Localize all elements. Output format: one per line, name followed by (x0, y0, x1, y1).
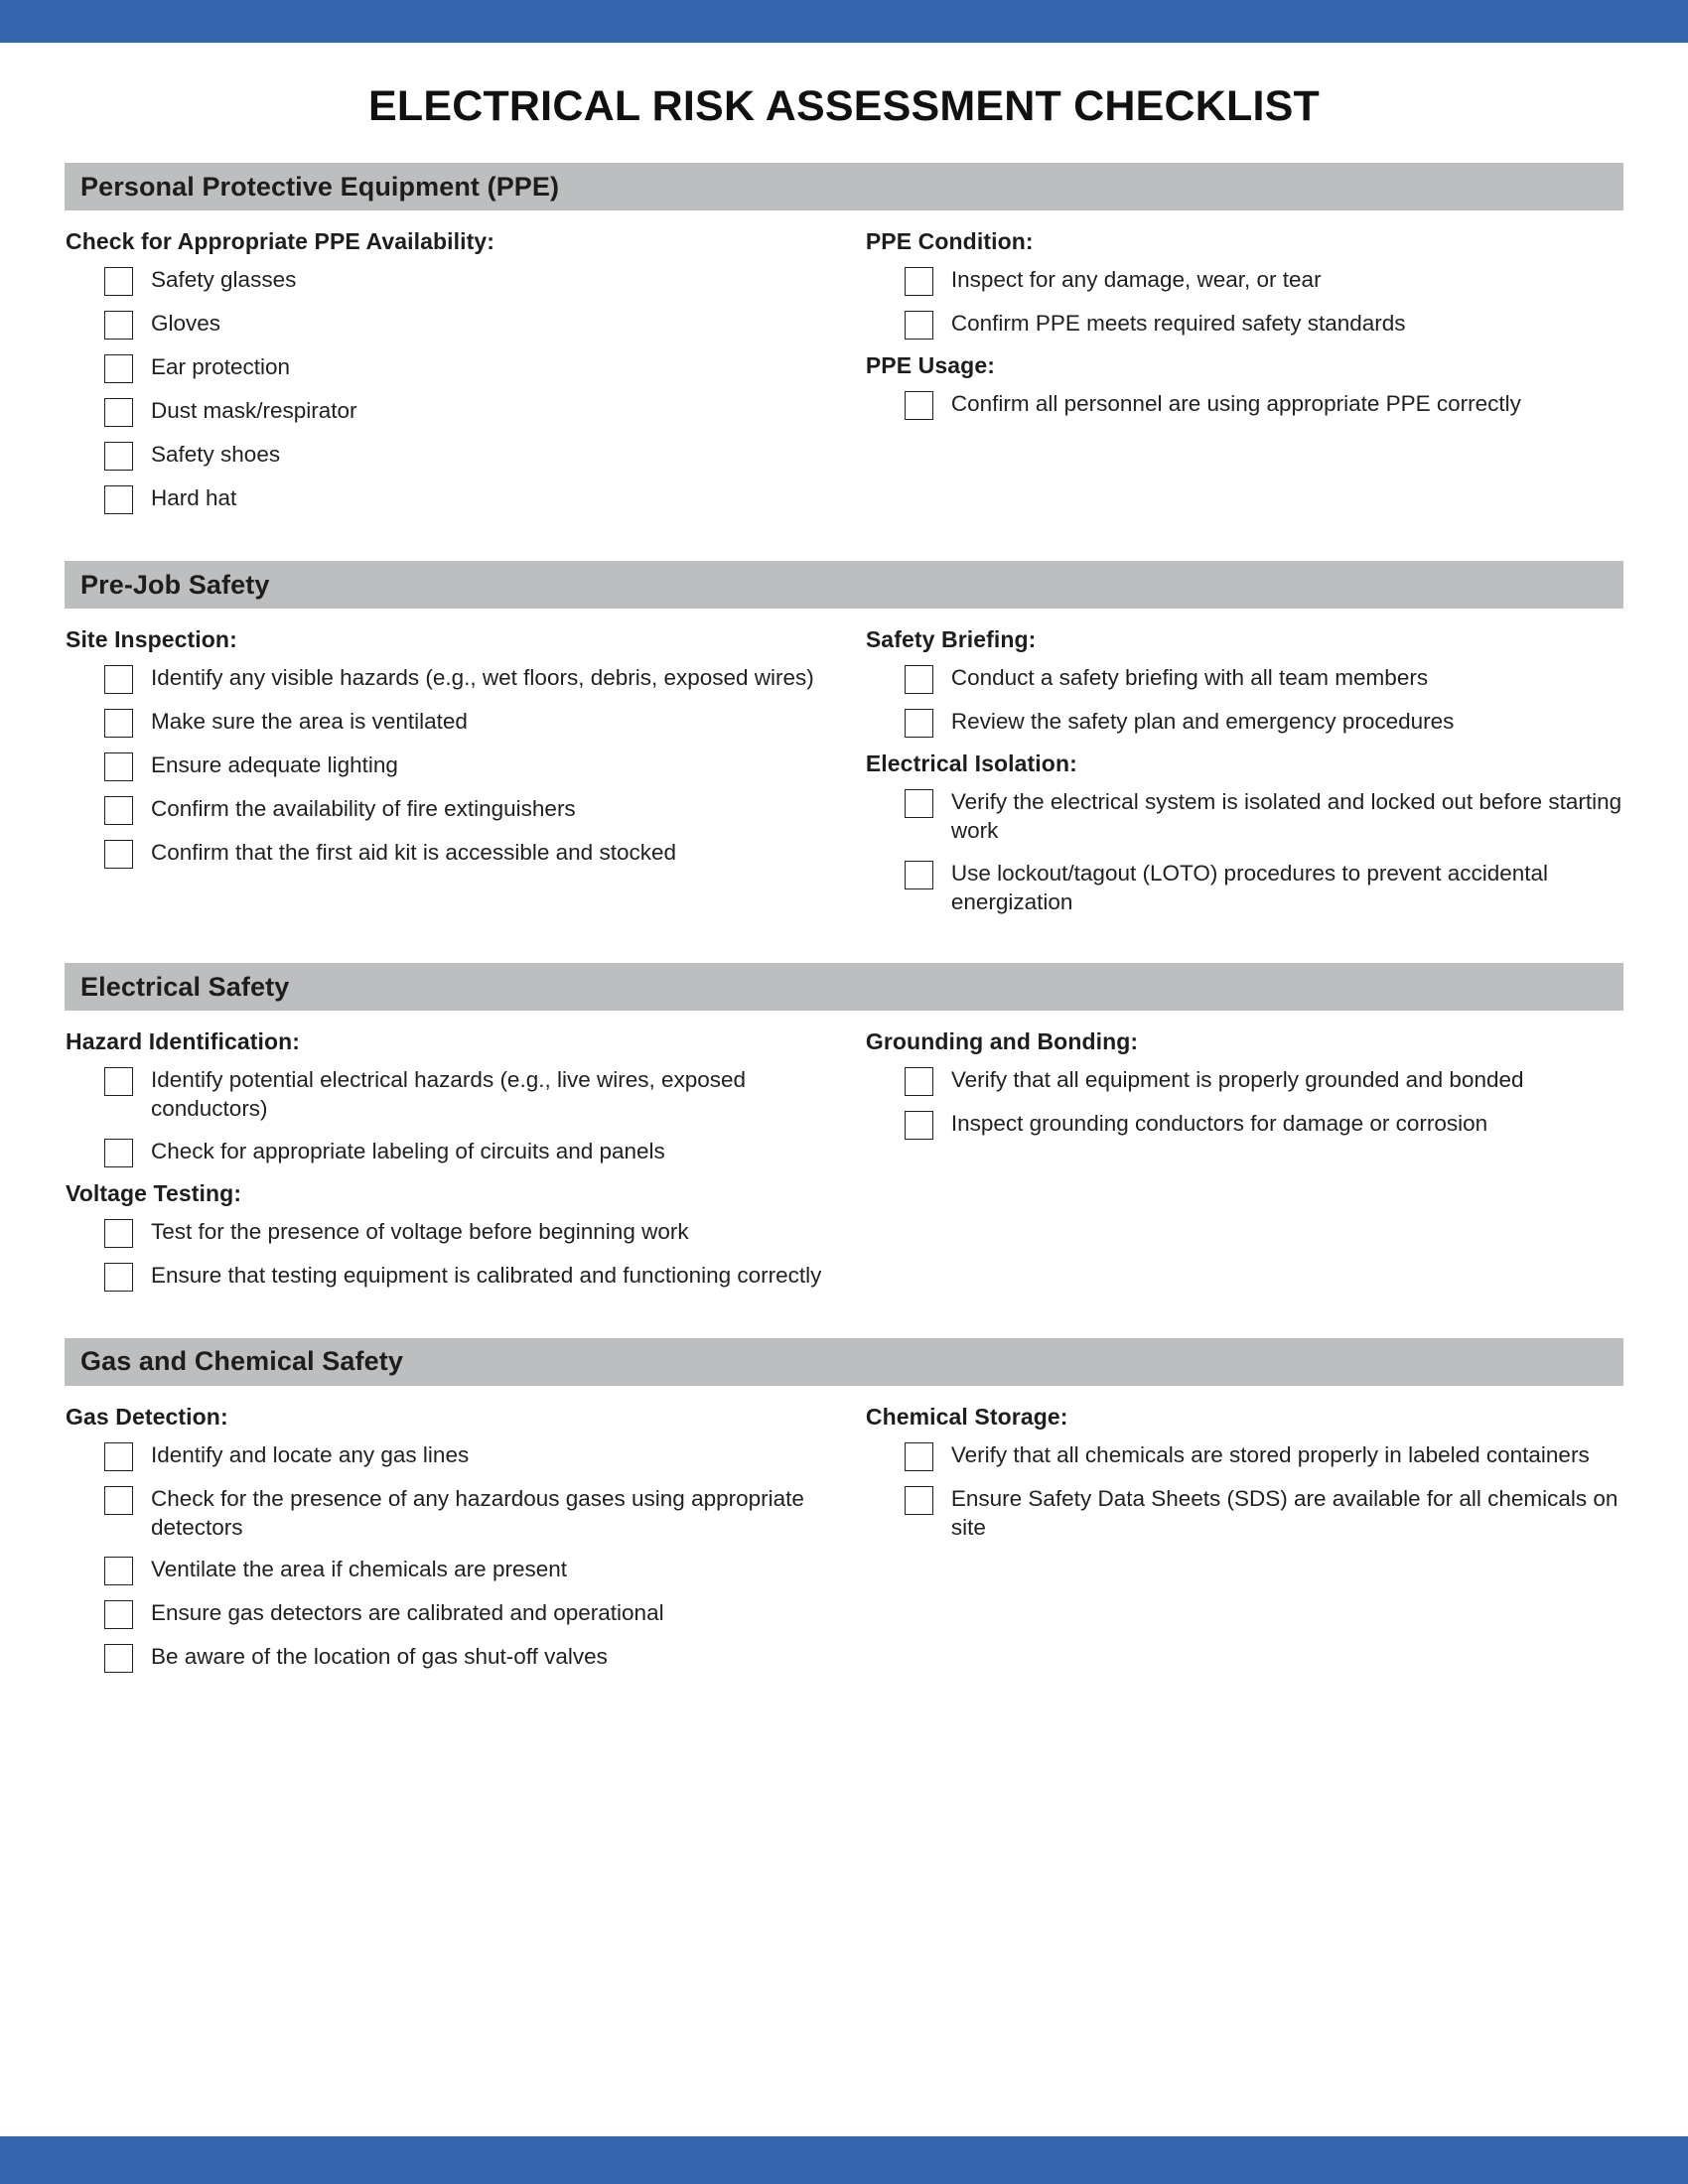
checklist-item-label: Confirm the availability of fire extinguishers (151, 796, 576, 822)
checklist-item[interactable] (866, 1440, 1638, 1471)
left-column (66, 626, 852, 929)
checklist-item-label: Inspect for any damage, wear, or tear (950, 267, 1322, 293)
group-title: PPE Usage: (865, 352, 995, 379)
checklist-item[interactable] (66, 1137, 852, 1167)
section-header-label: Personal Protective Equipment (PPE) (80, 171, 560, 202)
group-title: Chemical Storage: (865, 1403, 1068, 1430)
checklist-group (66, 228, 852, 514)
checkbox-icon[interactable] (104, 1219, 133, 1248)
document-page (0, 43, 1688, 2136)
left-column (66, 1404, 852, 1687)
checklist-item-label: Ear protection (151, 354, 291, 380)
checklist-group (866, 751, 1638, 916)
checklist-item-label: Safety shoes (151, 442, 281, 468)
checkbox-icon[interactable] (104, 267, 133, 296)
checklist-item[interactable] (66, 663, 852, 694)
checkbox-icon[interactable] (905, 1486, 933, 1515)
right-column (852, 1404, 1638, 1687)
group-title: Grounding and Bonding: (865, 1028, 1139, 1055)
checklist-item[interactable] (66, 707, 852, 738)
section-columns (0, 228, 1688, 527)
group-title: Electrical Isolation: (865, 751, 1077, 777)
checkbox-icon[interactable] (104, 1442, 133, 1471)
checkbox-icon[interactable] (104, 1139, 133, 1167)
checklist-item[interactable] (66, 309, 852, 340)
checklist-item[interactable] (866, 787, 1638, 846)
checkbox-icon[interactable] (905, 1111, 933, 1140)
checklist-item[interactable] (66, 1484, 852, 1543)
checklist-item[interactable] (66, 352, 852, 383)
checkbox-icon[interactable] (104, 752, 133, 781)
group-title: PPE Condition: (865, 228, 1034, 255)
checkbox-icon[interactable] (104, 1067, 133, 1096)
checklist-item-label: Use lockout/tagout (LOTO) procedures to prevent accidental energization (950, 860, 1549, 914)
checklist-group (866, 626, 1638, 738)
checklist-item-label: Verify that all chemicals are stored properly in labeled containers (950, 1441, 1590, 1467)
checklist-item[interactable] (66, 1598, 852, 1629)
checklist-group (66, 626, 852, 869)
checklist-group (66, 1028, 852, 1167)
section-electrical-safety (0, 963, 1688, 1304)
checkbox-icon[interactable] (104, 311, 133, 340)
section-header-label: Pre-Job Safety (80, 569, 270, 600)
checklist-item[interactable] (66, 838, 852, 869)
checklist-item-label: Ensure adequate lighting (151, 752, 398, 778)
section-header (65, 163, 1623, 210)
checklist-item[interactable] (66, 396, 852, 427)
checklist-item-label: Ventilate the area if chemicals are present (151, 1557, 567, 1582)
checklist-item[interactable] (866, 859, 1638, 917)
checkbox-icon[interactable] (104, 796, 133, 825)
checklist-item-label: Inspect grounding conductors for damage or corrosion (950, 1111, 1488, 1137)
checkbox-icon[interactable] (104, 840, 133, 869)
checklist-item[interactable] (66, 1261, 852, 1292)
checklist-item-label: Check for appropriate labeling of circuits and panels (151, 1138, 665, 1163)
checklist-item[interactable] (866, 389, 1638, 420)
left-column (66, 228, 852, 527)
group-title: Hazard Identification: (66, 1028, 301, 1055)
checklist-item[interactable] (66, 794, 852, 825)
right-column (852, 1028, 1638, 1304)
group-title: Check for Appropriate PPE Availability: (66, 228, 495, 255)
group-title: Voltage Testing: (66, 1179, 242, 1206)
checklist-item-label: Be aware of the location of gas shut-off valves (151, 1644, 608, 1670)
checklist-item[interactable] (866, 309, 1638, 340)
checklist-group (66, 1180, 852, 1292)
bottom-accent-bar (0, 2136, 1688, 2184)
left-column (66, 1028, 852, 1304)
checklist-item-label: Identify any visible hazards (e.g., wet floors, debris, exposed wires) (151, 665, 814, 691)
section-header (65, 963, 1623, 1011)
checklist-group (866, 1028, 1638, 1140)
checkbox-icon[interactable] (905, 391, 933, 420)
checklist-item[interactable] (866, 663, 1638, 694)
checkbox-icon[interactable] (104, 1486, 133, 1515)
checkbox-icon[interactable] (905, 311, 933, 340)
checklist-group (866, 352, 1638, 420)
section-columns (0, 626, 1688, 929)
checkbox-icon[interactable] (905, 267, 933, 296)
checklist-item-label: Identify and locate any gas lines (151, 1441, 470, 1467)
checkbox-icon[interactable] (104, 1644, 133, 1673)
checklist-item[interactable] (866, 707, 1638, 738)
checklist-item-label: Conduct a safety briefing with all team members (950, 665, 1429, 691)
checklist-item[interactable] (66, 1217, 852, 1248)
checklist-group (66, 1404, 852, 1674)
checklist-item-label: Review the safety plan and emergency procedures (950, 709, 1455, 735)
section-columns (0, 1028, 1688, 1304)
checklist-item[interactable] (66, 751, 852, 781)
checklist-item-label: Dust mask/respirator (151, 398, 357, 424)
checklist-item-label: Confirm PPE meets required safety standards (950, 311, 1406, 337)
top-accent-bar (0, 0, 1688, 43)
right-column (852, 626, 1638, 929)
right-column (852, 228, 1638, 527)
checklist-item[interactable] (866, 1109, 1638, 1140)
checklist-item-label: Identify potential electrical hazards (e.g., live wires, exposed conductors) (151, 1067, 747, 1122)
checkbox-icon[interactable] (905, 861, 933, 889)
checklist-item-label: Ensure that testing equipment is calibrated and functioning correctly (151, 1262, 822, 1288)
checklist-item[interactable] (66, 265, 852, 296)
checklist-item-label: Ensure Safety Data Sheets (SDS) are available for all chemicals on site (950, 1485, 1618, 1540)
checklist-item-label: Confirm that the first aid kit is accessible and stocked (151, 840, 676, 866)
checklist-group (866, 228, 1638, 340)
checklist-item-label: Gloves (151, 311, 221, 337)
checklist-item-label: Hard hat (151, 485, 237, 511)
checklist-item-label: Verify that all equipment is properly grounded and bonded (950, 1067, 1524, 1093)
checkbox-icon[interactable] (905, 789, 933, 818)
checkbox-icon[interactable] (905, 1442, 933, 1471)
checklist-item[interactable] (66, 440, 852, 471)
checkbox-icon[interactable] (104, 442, 133, 471)
checkbox-icon[interactable] (104, 354, 133, 383)
checklist-item[interactable] (66, 1642, 852, 1673)
checklist-item[interactable] (866, 265, 1638, 296)
checklist-group (866, 1404, 1638, 1543)
checklist-item[interactable] (66, 483, 852, 514)
checkbox-icon[interactable] (104, 485, 133, 514)
checklist-item-label: Verify the electrical system is isolated and locked out before starting work (950, 789, 1622, 844)
section-ppe (0, 163, 1688, 527)
checklist-item[interactable] (66, 1555, 852, 1585)
checkbox-icon[interactable] (104, 1600, 133, 1629)
section-pre-job-safety (0, 561, 1688, 929)
group-title: Gas Detection: (66, 1403, 228, 1430)
checkbox-icon[interactable] (905, 1067, 933, 1096)
checklist-item[interactable] (66, 1440, 852, 1471)
page-title: ELECTRICAL RISK ASSESSMENT CHECKLIST (367, 82, 1321, 130)
checkbox-icon[interactable] (104, 709, 133, 738)
checkbox-icon[interactable] (104, 1263, 133, 1292)
checklist-item[interactable] (66, 1065, 852, 1124)
checklist-item-label: Check for the presence of any hazardous gases using appropriate detectors (151, 1485, 804, 1540)
section-columns (0, 1404, 1688, 1687)
checkbox-icon[interactable] (905, 709, 933, 738)
section-gas-and-chemical-safety (0, 1338, 1688, 1687)
checklist-item-label: Confirm all personnel are using appropriate PPE correctly (950, 391, 1521, 417)
section-header (65, 1338, 1623, 1386)
checkbox-icon[interactable] (104, 398, 133, 427)
section-header-label: Gas and Chemical Safety (80, 1346, 403, 1377)
checkbox-icon[interactable] (905, 665, 933, 694)
section-header (65, 561, 1623, 609)
checklist-item-label: Make sure the area is ventilated (151, 709, 468, 735)
group-title: Site Inspection: (66, 626, 237, 653)
checklist-item[interactable] (866, 1065, 1638, 1096)
checklist-item-label: Test for the presence of voltage before beginning work (151, 1218, 689, 1244)
checkbox-icon[interactable] (104, 1557, 133, 1585)
checklist-item-label: Ensure gas detectors are calibrated and operational (151, 1600, 664, 1626)
section-header-label: Electrical Safety (80, 971, 290, 1002)
group-title: Safety Briefing: (865, 626, 1037, 653)
checklist-item-label: Safety glasses (151, 267, 297, 293)
checklist-sections (0, 163, 1688, 1686)
checklist-item[interactable] (866, 1484, 1638, 1543)
checkbox-icon[interactable] (104, 665, 133, 694)
